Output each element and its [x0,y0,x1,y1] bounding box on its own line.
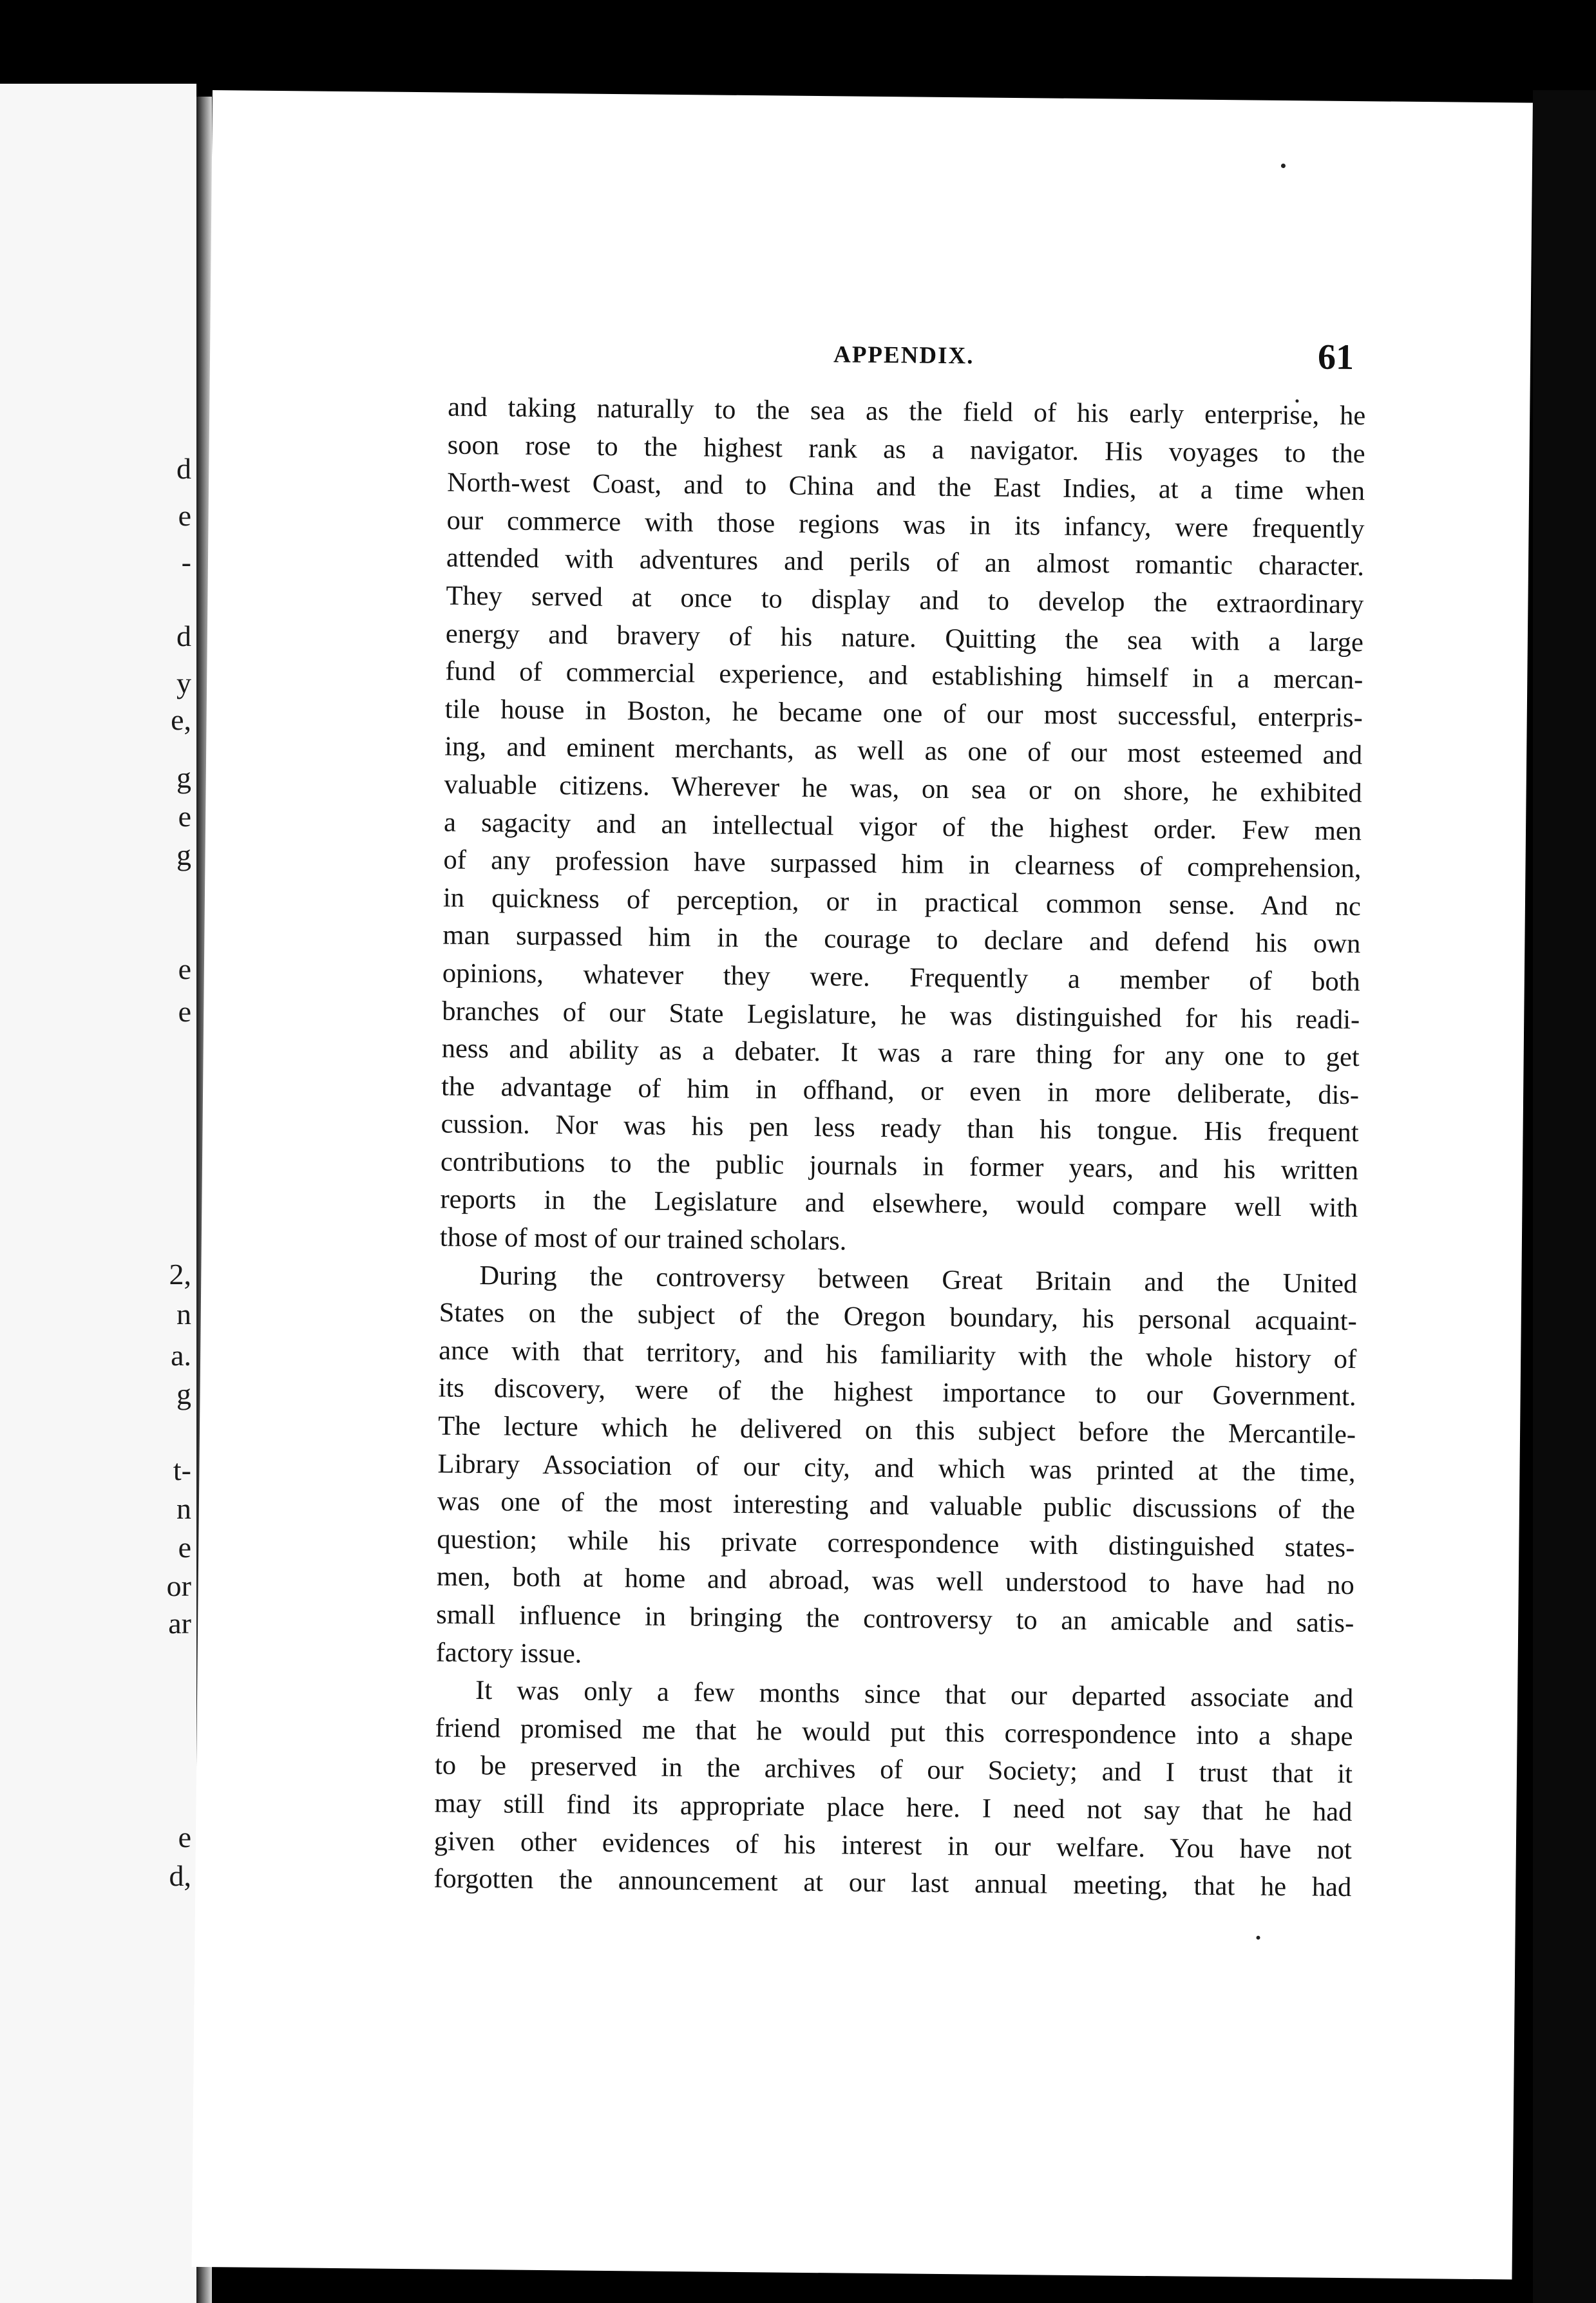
text-line: ness and ability as a debater. It was a rare thing for any one to get [441,1033,1360,1073]
left-fragment: t- [173,1454,191,1486]
text-line: opinions, whatever they were. Frequently a member of both [442,958,1361,998]
body-text [433,389,1365,1907]
page-number: 61 [1317,337,1354,378]
text-line: attended with adventures and perils of an almost romantic character. [446,542,1365,582]
print-speck [1281,164,1286,168]
text-line: tile house in Boston, he became one of our most successful, enterpris- [444,694,1363,733]
text-line: to be preserved in the archives of our Society; and I trust that it [434,1750,1353,1790]
left-fragment: or [166,1569,191,1602]
left-fragment: e [178,1821,191,1853]
text-line: and taking naturally to the sea as the field of his early enterprise, he [448,392,1366,431]
text-line: branches of our State Legislature, he was distinguished for his readi- [442,995,1360,1035]
left-fragment: e [178,995,191,1028]
text-line: of any profession have surpassed him in clearness of comprehension, [443,844,1362,884]
left-fragment: a. [171,1339,191,1372]
left-fragment: g [176,761,191,794]
text-line: its discovery, were of the highest importance to our Government. [438,1372,1356,1412]
text-line: contributions to the public journals in former years, and his written [440,1146,1359,1186]
text-line: friend promised me that he would put this correspondence into a shape [435,1712,1353,1752]
left-fragment: d [176,620,191,652]
paragraph-end-line: factory issue. [435,1637,582,1669]
left-fragment: d, [169,1859,191,1892]
text-line: given other evidences of his interest in our welfare. You have not [433,1825,1353,1865]
left-fragment: - [181,545,191,578]
running-head: APPENDIX. [833,341,974,370]
text-line: our commerce with those regions was in its infancy, were frequently [446,505,1365,544]
text-line: They served at once to display and to develop the extraordinary [446,580,1364,620]
text-line: soon rose to the highest rank as a navigator. His voyages to the [447,430,1365,469]
text-line: a sagacity and an intellectual vigor of the highest order. Few men [443,807,1362,846]
left-fragment: g [176,1378,191,1410]
left-fragment: d [176,452,191,485]
left-page [0,84,196,2303]
text-line: States on the subject of the Oregon boundary, his personal acquaint- [439,1297,1357,1337]
text-line: in quickness of perception, or in practical common sense. And nc [442,882,1362,922]
text-line: may still find its appropriate place here. I need not say that he had [434,1788,1353,1828]
right-page [192,90,1533,2280]
left-fragment: e [178,1531,191,1564]
text-line: small influence in bringing the controversy to an amicable and satis- [436,1599,1354,1639]
text-line: North-west Coast, and to China and the East Indies, at a time when [446,467,1365,507]
left-fragment: e, [171,703,191,736]
text-line: forgotten the announcement at our last annual meeting, that he had [433,1863,1352,1903]
text-line: was one of the most interesting and valuable public discussions of the [437,1486,1356,1526]
left-fragment: ar [168,1607,191,1640]
left-page-fragments [0,84,196,2303]
paragraph-start-line: During the controversy between Great Britain and the United [479,1260,1358,1299]
left-fragment: 2, [169,1258,191,1291]
text-line: ing, and eminent merchants, as well as one of our most esteemed and [444,731,1363,771]
left-fragment: e [178,800,191,833]
text-line: man surpassed him in the courage to declare and defend his own [442,920,1361,960]
left-fragment: y [176,667,191,699]
left-fragment: e [178,952,191,985]
paragraph-end-line: those of most of our trained scholars. [439,1222,847,1256]
text-line: fund of commercial experience, and establishing himself in a mercan- [445,656,1363,696]
text-line: ance with that territory, and his familiarity with the whole history of [439,1335,1357,1374]
page-edge-shadow [1533,90,1596,2303]
print-speck [1257,1936,1260,1940]
text-line: valuable citizens. Wherever he was, on sea or on shore, he exhibited [444,769,1362,809]
paragraph-start-line: It was only a few months since that our departed associate and [475,1675,1354,1714]
left-fragment: n [176,1492,191,1525]
page-header [210,322,1531,386]
text-line: cussion. Nor was his pen less ready than his tongue. His frequent [441,1108,1359,1148]
left-fragment: e [178,499,191,532]
text-line: reports in the Legislature and elsewhere, would compare well with [440,1184,1358,1224]
text-line: energy and bravery of his nature. Quitting the sea with a large [445,618,1364,658]
text-line: Library Association of our city, and which was printed at the time, [437,1448,1356,1488]
text-line: men, both at home and abroad, was well understood to have had no [436,1561,1355,1601]
left-fragment: n [176,1298,191,1331]
text-line: The lecture which he delivered on this subject before the Mercantile- [437,1410,1356,1450]
text-line: question; while his private correspondence with distinguished states- [437,1524,1355,1563]
text-line: the advantage of him in offhand, or even in more deliberate, dis- [441,1071,1360,1110]
left-fragment: g [176,839,191,871]
